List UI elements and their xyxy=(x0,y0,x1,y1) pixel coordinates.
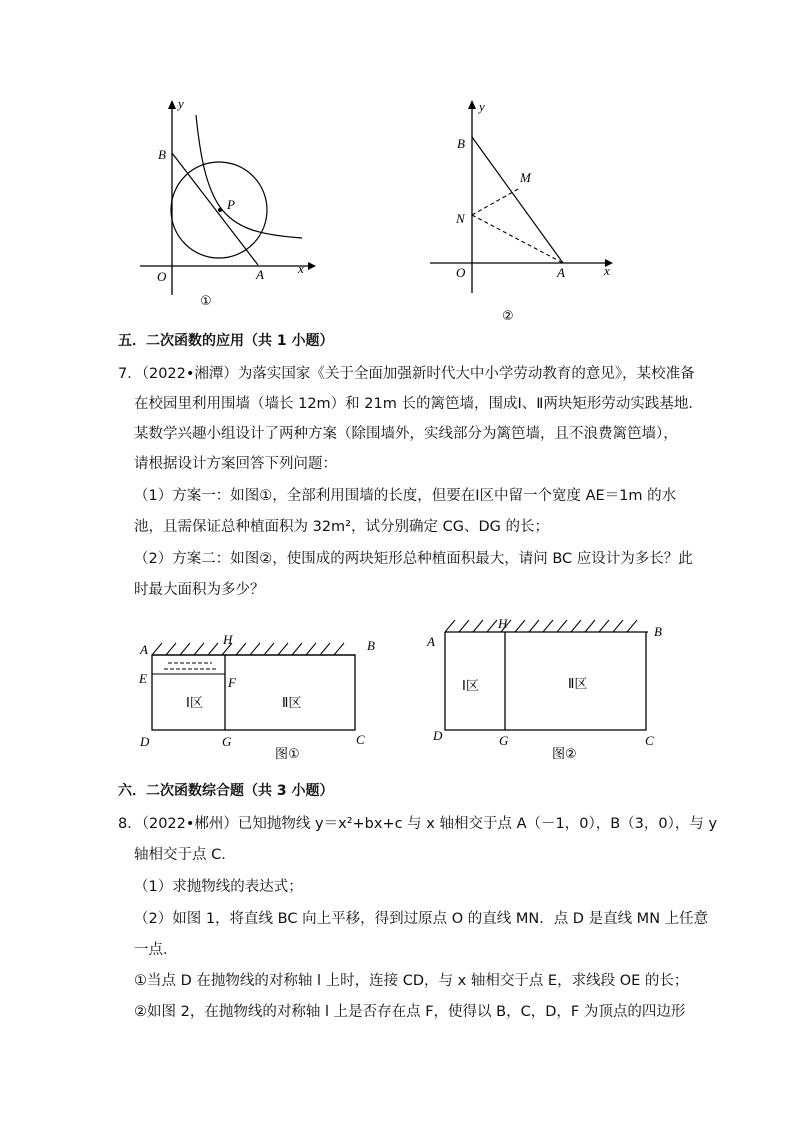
q7-line: 在校园里利用围墙（墙长 12m）和 21m 长的篱笆墙，围成Ⅰ、Ⅱ两块矩形劳动实践基地． xyxy=(134,396,703,412)
fig2-label-x: x xyxy=(604,263,610,278)
q7f1-label-G: G xyxy=(222,734,232,749)
fig2-label-A: A xyxy=(557,265,565,280)
q7-line: 7．（2022•湘潭）为落实国家《关于全面加强新时代大中小学劳动教育的意见》，某校准备 xyxy=(118,366,695,382)
q7f2-label-H: H xyxy=(498,616,508,631)
fig1-label-y: y xyxy=(178,96,184,111)
q8-line: （1）求抛物线的表达式； xyxy=(134,879,303,895)
q7f1-label-H: H xyxy=(223,632,233,647)
q7f1-label-E: E xyxy=(139,671,147,686)
q7f2-label-G: G xyxy=(499,733,509,748)
q7f2-label-B: B xyxy=(654,624,662,639)
fig2-caption: ② xyxy=(502,309,514,324)
q7-figure-2-plan xyxy=(420,612,680,762)
q7f1-label-B: B xyxy=(367,638,375,653)
q7f1-label-A: A xyxy=(140,642,148,657)
q8-line: 轴相交于点 C． xyxy=(134,847,236,863)
fig2-label-M: M xyxy=(520,170,531,185)
fig1-caption: ① xyxy=(200,294,212,309)
q7f1-caption: 图① xyxy=(275,747,300,762)
q7-line: （2）方案二：如图②，使围成的两块矩形总种植面积最大，请问 BC 应设计为多长？此 xyxy=(134,551,693,567)
q7f1-label-C: C xyxy=(356,732,365,747)
fig1-label-P: P xyxy=(227,197,235,212)
q7-line: 时最大面积为多少？ xyxy=(134,582,265,598)
fig1-label-A: A xyxy=(256,267,264,282)
fig1-label-O: O xyxy=(157,269,167,284)
q7f2-label-D: D xyxy=(433,728,443,743)
q8-line: ①当点 D 在抛物线的对称轴 l 上时，连接 CD，与 x 轴相交于点 E，求线段 OE 的长； xyxy=(134,973,689,989)
q7-line: 某数学兴趣小组设计了两种方案（除围墙外，实线部分为篱笆墙，且不浪费篱笆墙）， xyxy=(134,426,678,442)
figure-2-coordinate-triangle xyxy=(420,95,620,330)
q7f1-zone-1: Ⅰ区 xyxy=(186,696,203,711)
section-6-title: 六．二次函数综合题（共 3 小题） xyxy=(118,783,334,799)
q7-line: 请根据设计方案回答下列问题： xyxy=(134,456,337,472)
fig2-label-B: B xyxy=(457,136,465,151)
section-5-title: 五．二次函数的应用（共 1 小题） xyxy=(118,333,334,349)
q7f1-label-D: D xyxy=(140,734,150,749)
q7f2-zone-1: Ⅰ区 xyxy=(462,679,479,694)
q7f2-caption: 图② xyxy=(552,747,577,762)
fig2-label-y: y xyxy=(479,99,485,114)
fig1-label-B: B xyxy=(158,147,166,162)
q7-line: 池，且需保证总种植面积为 32m²，试分别确定 CG、DG 的长； xyxy=(134,519,549,535)
figure-1-coordinate-circle xyxy=(130,95,330,315)
q8-line: 一点． xyxy=(134,942,178,958)
q7-line: （1）方案一：如图①，全部利用围墙的长度，但要在Ⅰ区中留一个宽度 AE＝1m 的水 xyxy=(134,488,677,504)
q7f2-label-A: A xyxy=(427,634,435,649)
q7-figure-1-plan xyxy=(130,630,380,765)
q8-line: （2）如图 1，将直线 BC 向上平移，得到过原点 O 的直线 MN．点 D 是直线 MN 上任意 xyxy=(134,911,709,927)
q7f1-label-F: F xyxy=(228,675,236,690)
q7f1-zone-2: Ⅱ区 xyxy=(282,696,302,711)
fig1-label-x: x xyxy=(298,261,304,276)
fig2-label-N: N xyxy=(456,211,465,226)
q8-line: 8．（2022•郴州）已知抛物线 y＝x²+bx+c 与 x 轴相交于点 A（－1，0），B（3，0），与 y xyxy=(118,816,718,832)
q7f2-zone-2: Ⅱ区 xyxy=(568,677,588,692)
q8-line: ②如图 2，在抛物线的对称轴 l 上是否存在点 F，使得以 B，C，D，F 为顶点的四边形 xyxy=(134,1004,686,1020)
fig2-label-O: O xyxy=(456,265,466,280)
q7f2-label-C: C xyxy=(645,733,654,748)
